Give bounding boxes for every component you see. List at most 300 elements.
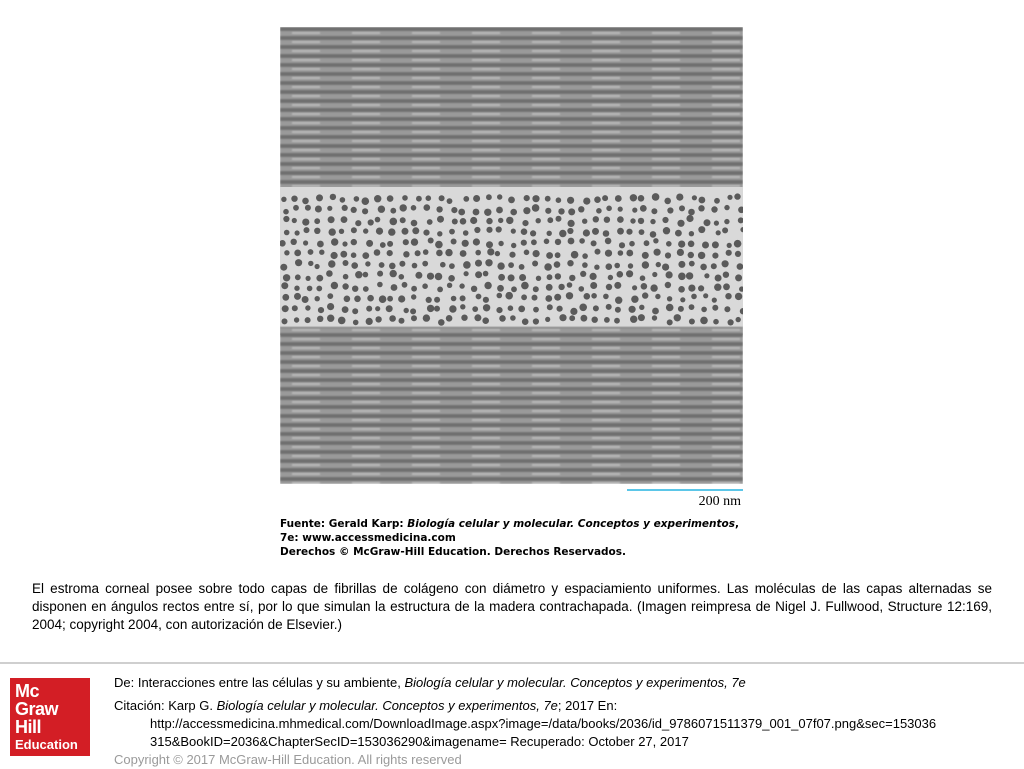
fibril-dot: [555, 252, 561, 258]
fibril-dot: [678, 306, 684, 312]
fibril-dot: [451, 296, 457, 302]
fibril-dot: [327, 303, 334, 310]
fibril-dot: [498, 241, 503, 246]
fibril-dot: [651, 208, 657, 214]
fibril-dot: [558, 284, 564, 290]
fibril-dot: [546, 284, 553, 291]
fibril-dot: [712, 298, 717, 303]
fibril-dot: [716, 230, 721, 235]
fibril-dot: [302, 296, 309, 303]
fibril-dot: [559, 230, 566, 237]
fibril-dot: [639, 229, 645, 235]
corneal-stroma-micrograph: [280, 27, 743, 484]
fibril-dot: [427, 273, 434, 280]
fibril-dot: [605, 238, 612, 245]
fibril-dot: [508, 274, 515, 281]
fibril-dot: [626, 229, 632, 235]
fibril-dot: [544, 239, 550, 245]
fibril-dot: [615, 195, 622, 202]
fibril-dot: [497, 262, 504, 269]
fibril-dot: [714, 198, 720, 204]
fibril-dot: [605, 250, 612, 257]
fibril-dot: [342, 283, 348, 289]
fibril-dot: [281, 197, 286, 202]
fibril-dot: [532, 204, 540, 212]
fibril-dot: [652, 272, 657, 277]
fibril-dot: [445, 249, 452, 256]
fibril-dot: [735, 251, 741, 257]
fibril-dot: [499, 315, 506, 322]
fibril-dot: [536, 218, 541, 223]
fibril-dot: [391, 284, 398, 291]
fibril-dot: [437, 287, 443, 293]
fibril-dot: [331, 238, 338, 245]
fibril-dot: [449, 305, 456, 312]
fibril-dot: [426, 297, 432, 303]
fibril-dot: [460, 295, 466, 301]
fibril-dot: [606, 304, 612, 310]
figure-caption: El estroma corneal posee sobre todo capas de fibrillas de colágeno con diámetro y espaciamiento uniformes. Las moléculas de las capas alternadas se disponen en ángulos rectos entre sí, por lo que simulan la estructura de la madera contrachapada. (Imagen reimpresa de Nigel J. Fullwood, Structure 12:169, 2004; copyright 2004, con autorización de Elsevier.): [32, 581, 992, 632]
fibril-dot: [486, 227, 492, 233]
fibril-dot: [714, 284, 721, 291]
fibril-dot: [614, 263, 620, 269]
fibril-dot: [351, 227, 357, 233]
fibril-dot: [591, 293, 597, 299]
fibril-dot: [283, 274, 290, 281]
fibril-dot: [678, 286, 685, 293]
fibril-dot: [399, 318, 405, 324]
citation-suffix: ; 2017 En:: [557, 698, 618, 713]
fibril-dot: [712, 253, 718, 259]
fibril-dot: [555, 273, 561, 279]
fibril-dot: [604, 317, 610, 323]
fibril-dot: [428, 238, 434, 244]
fibril-dot: [581, 315, 588, 322]
citation-separator: .: [209, 698, 217, 713]
fibril-dot: [355, 220, 361, 226]
fibril-dot: [423, 314, 430, 321]
fibril-dot: [678, 273, 686, 281]
fibril-dot: [510, 315, 516, 321]
fibril-dot: [410, 308, 416, 314]
fibril-dot: [483, 297, 489, 303]
fibril-dot: [331, 252, 338, 259]
fibril-dot: [678, 241, 685, 248]
fibril-dot: [674, 314, 681, 321]
fibril-dot: [342, 306, 349, 313]
fibril-dot: [351, 262, 358, 269]
fibril-dot: [677, 220, 684, 227]
fibril-dot: [602, 195, 608, 201]
fibril-dot: [603, 294, 609, 300]
fibril-dot: [294, 293, 301, 300]
fibril-dot: [366, 318, 373, 325]
fibril-dot: [533, 318, 539, 324]
fibril-dot: [411, 205, 417, 211]
fibril-dot: [498, 274, 505, 281]
fibril-dot: [377, 282, 383, 288]
fibril-dot: [688, 285, 695, 292]
fibril-dot: [569, 315, 575, 321]
fibril-dot: [295, 230, 300, 235]
fibril-dot: [449, 263, 455, 269]
fibril-dot: [484, 209, 491, 216]
fibril-dot: [436, 206, 442, 212]
fibril-dot: [545, 317, 550, 322]
fibril-dot: [402, 282, 408, 288]
fibril-dot: [638, 195, 645, 202]
fibril-dot: [341, 216, 348, 223]
fibril-dot: [652, 193, 660, 201]
fibril-dot: [596, 208, 602, 214]
fibril-dot: [496, 307, 502, 313]
scale-bar-label: 200 nm: [698, 494, 741, 509]
fibril-dot: [698, 226, 705, 233]
fibril-dot: [617, 216, 624, 223]
fibril-dot: [734, 193, 740, 199]
fibril-dot: [689, 231, 694, 236]
fibril-dot: [463, 261, 471, 269]
fibril-dot: [532, 195, 539, 202]
fibril-dot: [640, 205, 647, 212]
fibril-dot: [354, 296, 361, 303]
fibril-dot: [473, 195, 480, 202]
fibril-dot: [399, 274, 405, 280]
fibril-dot: [614, 282, 621, 289]
fibril-dot: [570, 308, 577, 315]
fibril-dot: [339, 229, 344, 234]
fibril-dot: [583, 198, 590, 205]
fibril-dot: [305, 305, 310, 310]
fibril-dot: [702, 242, 709, 249]
fibril-dot: [689, 319, 695, 325]
fibril-dot: [700, 317, 708, 325]
fibril-dot: [700, 264, 707, 271]
fibril-dot: [403, 239, 409, 245]
fibril-dot: [688, 252, 694, 258]
fibril-dot: [701, 307, 707, 313]
fibril-dot: [662, 264, 669, 271]
fibril-dot: [650, 219, 655, 224]
fibril-dot: [568, 220, 575, 227]
fibril-dot: [724, 219, 729, 224]
fibril-dot: [340, 251, 347, 258]
fibril-dot: [330, 194, 336, 200]
fibril-dot: [546, 252, 553, 259]
fibril-dot: [390, 208, 396, 214]
fibril-dot: [340, 197, 346, 203]
fibril-dot: [319, 250, 324, 255]
logo-line-4: Education: [15, 737, 78, 752]
fibril-dot: [422, 283, 428, 289]
fibril-dot: [545, 295, 552, 302]
fibril-dot: [434, 306, 440, 312]
fibril-dot: [650, 231, 657, 238]
fibril-dot: [314, 218, 320, 224]
fibril-dot: [698, 285, 704, 291]
fibril-dot: [725, 293, 731, 299]
fibril-dot: [426, 195, 432, 201]
fibril-dot: [427, 219, 433, 225]
logo-line-2: Graw: [15, 699, 59, 719]
fibril-dot: [497, 194, 502, 199]
fibril-dot: [458, 209, 465, 216]
fibril-dot: [482, 317, 489, 324]
fibril-dot: [638, 218, 644, 224]
fibril-dot: [338, 317, 346, 325]
fibril-dot: [447, 283, 452, 288]
fibril-dot: [509, 252, 515, 258]
fibril-dot: [438, 319, 445, 326]
fibril-dot: [638, 314, 645, 321]
fibril-dot: [362, 197, 370, 205]
fibril-dot: [652, 315, 657, 320]
fibril-dot: [723, 283, 730, 290]
fibril-dot: [629, 241, 635, 247]
fibril-dot: [728, 319, 734, 325]
fibril-dot: [724, 205, 729, 210]
fibril-dot: [280, 264, 287, 271]
fibril-dot: [402, 228, 409, 235]
fibril-dot: [307, 286, 313, 292]
fibril-dot: [532, 295, 538, 301]
fibril-dot: [498, 218, 503, 223]
fibril-dot: [315, 264, 320, 269]
fibril-dot: [316, 286, 322, 292]
fibril-dot: [642, 261, 649, 268]
fibril-dot: [351, 252, 357, 258]
fibril-dot: [511, 286, 517, 292]
fibril-dot: [377, 271, 383, 277]
fibril-dot: [306, 276, 311, 281]
fibril-dot: [630, 218, 635, 223]
fibril-dot: [437, 231, 442, 236]
fibril-dot: [446, 315, 453, 322]
fibril-dot: [606, 263, 613, 270]
fibril-dot: [521, 228, 528, 235]
fibril-dot: [474, 314, 481, 321]
fibril-dot: [519, 264, 525, 270]
fibril-dot: [483, 271, 489, 277]
fibril-dot: [726, 250, 732, 256]
fibril-dot: [522, 318, 529, 325]
fibril-dot: [667, 207, 673, 213]
fibril-dot: [579, 238, 585, 244]
fibril-dot: [463, 230, 469, 236]
fibril-dot: [424, 204, 431, 211]
fibril-dot: [329, 228, 336, 235]
fibril-dot: [411, 315, 417, 321]
fibril-dot: [486, 241, 493, 248]
fibril-dot: [568, 238, 575, 245]
fibril-dot: [630, 316, 637, 323]
fibril-dot: [676, 194, 683, 201]
fibril-dot: [737, 263, 743, 270]
fibril-dot: [688, 241, 695, 248]
fibril-dot: [704, 273, 709, 278]
fibril-dot: [284, 250, 289, 255]
fibril-dot: [342, 241, 347, 246]
fibril-dot: [363, 272, 369, 278]
fibril-dot: [292, 305, 298, 311]
fibril-dot: [530, 230, 536, 236]
fibril-dot: [387, 296, 393, 302]
fibril-dot: [686, 272, 693, 279]
fibril-dot: [510, 209, 517, 216]
fibril-dot: [376, 228, 383, 235]
fibril-dot: [531, 239, 537, 245]
fibril-dot: [435, 273, 443, 281]
fibril-dot: [308, 261, 313, 266]
fibril-dot: [632, 208, 637, 213]
fibril-dot: [555, 239, 561, 245]
fibril-dot: [712, 305, 718, 311]
fibril-dot: [604, 217, 610, 223]
fibril-dot: [511, 229, 516, 234]
fibril-dot: [436, 250, 443, 257]
fibril-dot: [618, 207, 623, 212]
fibril-dot: [523, 207, 530, 214]
fibril-dot: [292, 218, 297, 223]
fibril-dot: [353, 320, 359, 326]
logo-line-3: Hill: [15, 717, 42, 737]
fibril-dot: [678, 261, 685, 268]
fibril-dot: [712, 241, 719, 248]
fibril-dot: [592, 228, 599, 235]
fibril-dot: [283, 216, 289, 222]
fibril-dot: [476, 294, 482, 300]
fibril-dot: [536, 276, 541, 281]
fibril-dot: [343, 260, 349, 266]
fibril-dot: [435, 241, 443, 249]
fibril-dot: [387, 250, 393, 256]
fibril-dot: [295, 259, 302, 266]
fibril-dot: [400, 217, 406, 223]
fibril-dot: [554, 261, 561, 268]
fibril-dot: [677, 249, 684, 256]
fibril-dot: [281, 282, 288, 289]
fibril-dot: [423, 249, 429, 255]
fibril-dot: [594, 265, 599, 270]
fibril-dot: [584, 293, 591, 300]
fibril-dot: [559, 314, 566, 321]
fibril-dot: [487, 248, 494, 255]
fibril-dot: [699, 197, 706, 204]
citation-url-line-2: 315&BookID=2036&ChapterSecID=153036290&imagename= Recuperado: October 27, 2017: [150, 734, 689, 749]
fibril-dot: [302, 219, 309, 226]
fibril-dot: [282, 318, 288, 324]
fibril-dot: [580, 271, 586, 277]
fibril-dot: [460, 304, 465, 309]
fibril-dot: [483, 304, 490, 311]
fibril-dot: [679, 205, 685, 211]
fibril-dot: [390, 270, 397, 277]
mcgraw-hill-logo: [10, 678, 90, 756]
fibril-dot: [282, 305, 289, 312]
fibril-dot: [615, 297, 622, 304]
fibril-dot: [579, 304, 587, 312]
fibril-dot: [389, 263, 396, 270]
fibril-dot: [282, 294, 289, 301]
fibril-dot: [331, 282, 338, 289]
fibril-dot: [402, 195, 408, 201]
fibril-dot: [711, 206, 717, 212]
fibril-dot: [727, 195, 732, 200]
fibril-dot: [317, 316, 323, 322]
source-prefix: Fuente: Gerald Karp:: [280, 518, 408, 530]
fibril-dot: [328, 216, 335, 223]
fibril-dot: [295, 274, 301, 280]
fibril-dot: [567, 282, 573, 288]
fibril-dot: [692, 195, 697, 200]
source-suffix: , 7e: www.accessmedicina.com: [280, 518, 739, 544]
fibril-dot: [291, 239, 297, 245]
fibril-dot: [521, 282, 529, 290]
fibril-dot: [567, 197, 574, 204]
fibril-dot: [619, 242, 625, 248]
fibril-dot: [614, 318, 620, 324]
fibril-dot: [366, 306, 372, 312]
fibril-dot: [440, 262, 446, 268]
fibril-dot: [473, 209, 480, 216]
fibril-dot: [390, 218, 398, 226]
fibril-dot: [518, 306, 525, 313]
fibril-dot: [618, 250, 624, 256]
fibril-dot: [629, 306, 636, 313]
fibril-dot: [316, 275, 323, 282]
fibril-dot: [437, 216, 444, 223]
fibril-dot: [508, 197, 515, 204]
fibril-dot: [374, 249, 381, 256]
fibril-dot: [652, 308, 659, 315]
fibril-dot: [423, 230, 429, 236]
fibril-dot: [380, 242, 386, 248]
fibril-dot: [666, 271, 673, 278]
fibril-dot: [519, 274, 526, 281]
fibril-dot: [615, 307, 621, 313]
fibril-dot: [368, 219, 374, 225]
fibril-dot: [375, 316, 381, 322]
fibril-dot: [411, 294, 416, 299]
fibril-dot: [293, 205, 299, 211]
fibril-dot: [724, 306, 730, 312]
fibril-dot: [689, 261, 695, 267]
fibril-dot: [472, 306, 478, 312]
fibril-dot: [486, 194, 492, 200]
fibril-dot: [511, 243, 516, 248]
fibril-dot: [566, 292, 573, 299]
fibril-dot: [294, 250, 301, 257]
fibril-dot: [344, 296, 351, 303]
fibril-dot: [547, 231, 552, 236]
fibril-dot: [317, 241, 324, 248]
fibril-dot: [524, 250, 530, 256]
fibril-dot: [704, 219, 711, 226]
fibril-dot: [327, 206, 332, 211]
fibril-dot: [473, 238, 480, 245]
logo-line-1: Mc: [15, 681, 40, 701]
fibril-dot: [449, 229, 455, 235]
fibril-dot: [667, 296, 672, 301]
fibril-dot: [521, 240, 527, 246]
fibril-dot: [593, 305, 599, 311]
fibril-dot: [378, 206, 385, 213]
fibril-dot: [582, 253, 588, 259]
fibril-dot: [315, 206, 322, 213]
fibril-dot: [556, 216, 562, 222]
fibril-dot: [326, 270, 333, 277]
citation-url-line-1: http://accessmedicina.mhmedical.com/DownloadImage.aspx?image=/data/books/2036/id_9786071511379_001_07f07.png&sec=153036: [150, 716, 937, 731]
